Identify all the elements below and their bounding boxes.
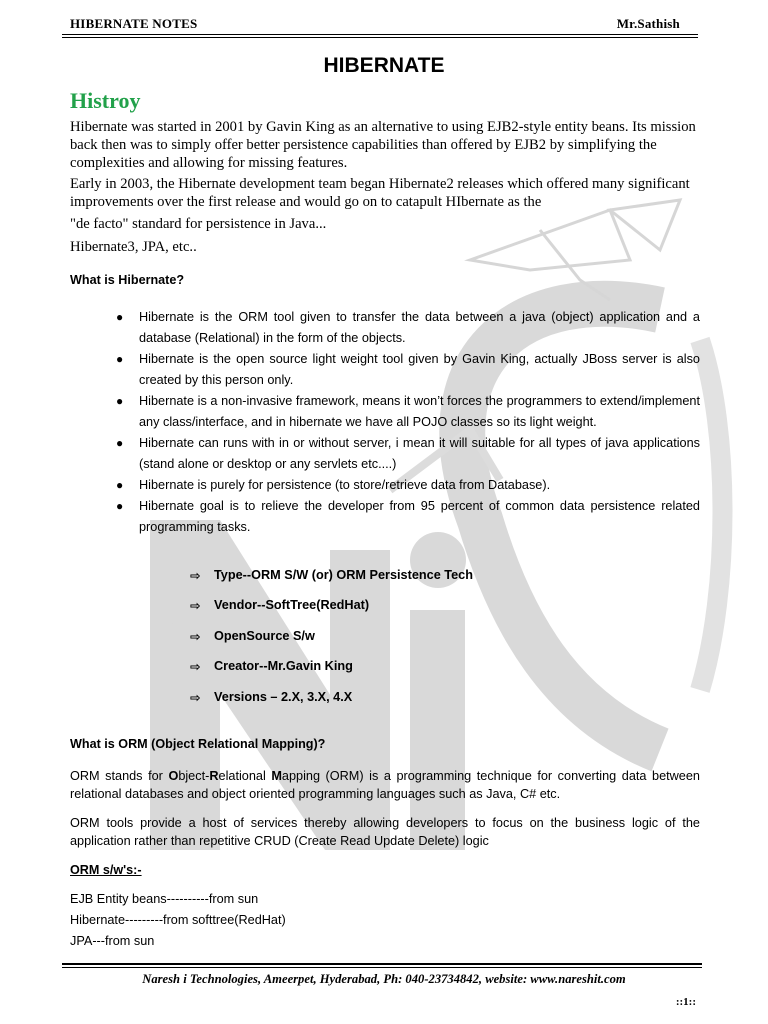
header-rule-thin [62, 37, 698, 38]
orm-software-item: EJB Entity beans----------from sun [70, 892, 259, 906]
bullet-icon: ● [116, 352, 124, 366]
bullet-item: ● Hibernate can runs with in or without server, i mean it will suitable for all types of java applications (stand alone or desktop or any servlets etc....) [70, 433, 700, 475]
page-number: ::1:: [675, 996, 696, 1008]
arrow-right-icon: ⇨ [190, 599, 201, 614]
orm-software-heading: ORM s/w's:- [70, 863, 142, 877]
fact-item: ⇨ Vendor--SoftTree(RedHat) [190, 598, 370, 614]
hibernate-facts-list [190, 568, 473, 720]
header-rule [62, 34, 698, 35]
bullet-icon: ● [116, 436, 124, 450]
orm-software-item: JPA---from sun [70, 934, 155, 948]
orm-paragraph-2: ORM tools provide a host of services thereby allowing developers to focus on the business logic of the application rather than repetitive CRUD (Create Read Update Delete) logic [70, 816, 700, 848]
what-is-orm-heading: What is ORM (Object Relational Mapping)? [70, 737, 326, 751]
history-paragraph-3: Hibernate3, JPA, etc.. [70, 239, 197, 255]
orm-software-list [70, 889, 286, 952]
arrow-right-icon: ⇨ [190, 690, 201, 705]
bullet-item: ● Hibernate goal is to relieve the developer from 95 percent of common data persistence related programming tasks. [70, 496, 700, 538]
history-paragraph-1: Hibernate was started in 2001 by Gavin King as an alternative to using EJB2-style entity beans. Its mission back then was to simply offer better persistence capabilities than offered by EJB2 by simplifying the complexities and allowing for missing features. [70, 119, 696, 171]
history-paragraph-2-cont: "de facto" standard for persistence in Java... [70, 216, 327, 232]
what-is-hibernate-heading: What is Hibernate? [70, 273, 185, 287]
header-author: Mr.Sathish [616, 16, 680, 31]
page-title: HIBERNATE [323, 54, 445, 77]
bullet-icon: ● [116, 310, 124, 324]
bullet-item: ● Hibernate is the ORM tool given to transfer the data between a java (object) application and a database (Relational) in the form of the objects. [70, 307, 700, 349]
bullet-item: ● Hibernate is the open source light weight tool given by Gavin King, actually JBoss server is also created by this person only. [70, 349, 700, 391]
header-left-title: HIBERNATE NOTES [70, 16, 198, 31]
bullet-icon: ● [116, 499, 124, 513]
fact-item: ⇨ OpenSource S/w [190, 628, 315, 644]
footer-rule-thin [62, 967, 702, 968]
footer-contact: Naresh i Technologies, Ameerpet, Hyderabad, Ph: 040-23734842, website: www.nareshit.com [142, 972, 626, 986]
bullet-item: ● Hibernate is a non-invasive framework, means it won’t forces the programmers to extend/implement any class/interface, and in hibernate we have all POJO classes so its light weight. [70, 391, 700, 433]
orm-software-item: Hibernate---------from softtree(RedHat) [70, 913, 286, 927]
history-paragraph-2: Early in 2003, the Hibernate development team began Hibernate2 releases which offered many significant improvements over the first release and would go on to catapult HIbernate as the [70, 176, 690, 210]
bullet-item: ● Hibernate is purely for persistence (to store/retrieve data from Database). [70, 475, 700, 496]
bullet-icon: ● [116, 394, 124, 408]
arrow-right-icon: ⇨ [190, 629, 201, 644]
history-heading: Histroy [70, 88, 141, 113]
footer-rule [62, 963, 702, 965]
orm-paragraph-1: ORM stands for Object-Relational Mapping (ORM) is a programming technique for converting data between relational databases and object oriented programming languages such as Java, C# etc. [70, 769, 700, 801]
fact-item: ⇨ Type--ORM S/W (or) ORM Persistence Tech [190, 568, 473, 583]
hibernate-bullet-list [70, 307, 700, 538]
fact-item: ⇨ Creator--Mr.Gavin King [190, 659, 353, 675]
arrow-right-icon: ⇨ [190, 569, 201, 583]
bullet-icon: ● [116, 478, 124, 492]
fact-item: ⇨ Versions – 2.X, 3.X, 4.X [190, 689, 353, 705]
arrow-right-icon: ⇨ [190, 660, 201, 675]
